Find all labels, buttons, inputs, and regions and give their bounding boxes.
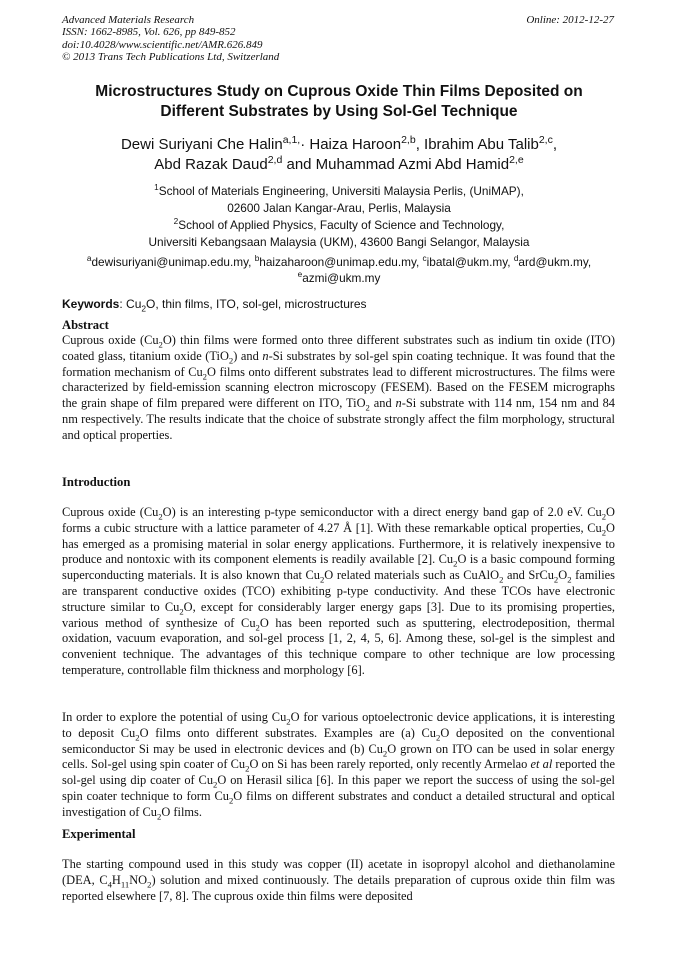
subscript: 2	[228, 795, 234, 806]
title-line-2: Different Substrates by Using Sol-Gel Technique	[160, 103, 518, 120]
experimental-heading: Experimental	[62, 827, 136, 841]
text-run: O on Si has been rarely reported, only recently Armelao	[249, 757, 531, 772]
text-run: Cuprous oxide (Cu	[62, 333, 159, 347]
subscript: 2	[202, 371, 207, 382]
text-run: O films onto different substrates lead to different microstructures. The films were characterized by field-emission scanning electron microscopy (FESEM). Based on the FESEM micrographs the grain shape of film prepared were different on ITO, TiO	[62, 364, 615, 411]
text-run: O films on different substrates and conduct a detailed structural and optical investigation of Cu	[62, 788, 615, 819]
subscript: 2	[157, 811, 162, 822]
text-run: O, except for considerably larger energy gaps [3]. Due to its promising properties, various method of synthesize of Cu	[62, 599, 615, 630]
text-run: n	[262, 348, 269, 363]
author-name: and Muhammad Azmi Abd Hamid	[282, 156, 510, 173]
author-name: · Haiza Haroon	[300, 136, 402, 153]
subscript: 2	[436, 732, 441, 743]
affiliations	[62, 183, 616, 251]
email-address[interactable]: haizaharoon@unimap.edu.my,	[259, 255, 423, 269]
author-affil-marker: 2,e	[509, 154, 524, 166]
text-run: O on Herasil silica [6]. In this paper we report the success of using the sol-gel spin coater technique to form Cu	[62, 773, 615, 803]
text-run: O has been reported such as sputtering, electrodeposition, thermal oxidation, vacuum evaporation, and sol-gel process [1, 2, 4, 5, 6]. Among these, sol-gel is the simplest and convenient technique. The advantages of this technique compare to other technique are low processing temperature, controllable film thickness and morphology [6].	[62, 615, 615, 677]
subscript: 2	[228, 355, 234, 366]
subscript: 11	[120, 879, 130, 890]
subscript: 2	[158, 511, 163, 522]
author-affil-marker: 2,d	[267, 154, 283, 166]
email-marker: a	[86, 254, 92, 264]
title-line-1: Microstructures Study on Cuprous Oxide Thin Films Deposited on	[95, 83, 583, 100]
author-line-2	[62, 155, 616, 175]
email-address[interactable]: ard@ukm.my,	[518, 255, 592, 269]
author-line-1	[62, 135, 616, 155]
keywords-text: O, thin films, ITO, sol-gel, microstructures	[146, 297, 367, 311]
subscript: 2	[601, 527, 607, 538]
introduction-heading: Introduction	[62, 475, 131, 489]
text-run: H	[111, 872, 121, 887]
subscript: 2	[601, 511, 607, 522]
text-run: and SrCu	[503, 568, 554, 583]
subscript: 2	[365, 402, 370, 413]
text-run: O has emerged as a promising material in solar energy applications. Furthermore, it is relatively inexpensive to produce and nontoxic with its component elements is readily available [2]. Cu	[62, 520, 615, 567]
author-name: Dewi Suriyani Che Halin	[120, 136, 283, 153]
keywords-label: Keywords	[62, 297, 120, 311]
text-run: n	[395, 396, 402, 411]
author-affil-marker: a,1,	[282, 134, 301, 146]
text-run: O deposited on the conventional semiconductor Si may be used in electronic devices and (b) Cu	[62, 725, 615, 756]
text-run: O films onto different substrates. Examples are (a) Cu	[139, 725, 437, 740]
text-run: O	[558, 568, 568, 583]
email-address[interactable]: ibatal@ukm.my,	[426, 255, 514, 269]
email-line-1	[62, 254, 616, 270]
text-run: O is a basic compound forming superconducting materials. It is also known that Cu	[62, 552, 616, 583]
introduction-paragraph-1	[62, 505, 615, 679]
email-address[interactable]: azmi@ukm.my	[302, 271, 381, 285]
journal-header	[62, 14, 279, 64]
text-run: O) is an interesting p-type semiconductor with a direct energy band gap of 2.0 eV. Cu	[162, 505, 602, 519]
author-name: Abd Razak Daud	[154, 156, 268, 173]
text-run: reported the sol-gel using dip coater of Cu	[62, 757, 616, 788]
email-marker: e	[297, 270, 303, 280]
affil-text: School of Applied Physics, Faculty of Science and Technology,	[178, 218, 505, 232]
paper-title	[62, 82, 616, 122]
subscript: 2	[147, 879, 152, 890]
affil-marker: 2	[173, 217, 179, 227]
subscript: 2	[179, 606, 184, 617]
affil-text: School of Materials Engineering, Universiti Malaysia Perlis, (UniMAP),	[158, 184, 524, 198]
keywords-sep: :	[119, 297, 127, 311]
keywords-text: Cu	[126, 297, 142, 311]
email-address[interactable]: dewisuriyani@unimap.edu.my,	[91, 255, 255, 269]
subscript: 2	[286, 716, 291, 727]
author-list	[62, 135, 616, 175]
abstract-heading: Abstract	[62, 318, 109, 332]
text-run: families are transparent conductive oxides (TCO) exhibiting p-type conductivity. And these TCOs have electronic structure similar to Cu	[62, 568, 615, 614]
text-run: et al	[530, 757, 553, 772]
subscript: 2	[141, 303, 147, 314]
author-separator: ,	[552, 136, 558, 153]
subscript: 4	[107, 879, 112, 890]
online-date: Online: 2012-12-27	[526, 14, 614, 26]
text-run: O films.	[161, 804, 202, 819]
email-marker: d	[513, 254, 519, 264]
text-run: O) thin films were formed onto three different substrates such as indium tin oxide (ITO) coated glass, titanium oxide (TiO	[62, 333, 615, 363]
affiliation-1-line-2: 02600 Jalan Kangar-Arau, Perlis, Malaysia	[227, 201, 451, 215]
keywords-line	[62, 297, 616, 314]
author-name: , Ibrahim Abu Talib	[415, 136, 539, 153]
text-run: -Si substrate with 114 nm, 154 nm and 84 nm respectively. The results indicate that the choice of substrate strongly affect the film morphology, structural and optical properties.	[62, 396, 615, 442]
experimental-paragraph	[62, 857, 615, 904]
subscript: 2	[567, 574, 572, 585]
author-emails	[62, 254, 616, 286]
journal-issn: ISSN: 1662-8985, Vol. 626, pp 849-852	[62, 26, 236, 39]
subscript: 2	[213, 779, 218, 790]
email-marker: c	[422, 254, 427, 264]
text-run: In order to explore the potential of using Cu	[62, 710, 287, 724]
text-run: The starting compound used in this study was copper (II) acetate in isopropyl alcohol and diethanolamine (DEA, C	[62, 857, 615, 887]
introduction-paragraph-2	[62, 710, 615, 821]
text-run: O for various optoelectronic device applications, it is interesting to deposit Cu	[62, 710, 615, 740]
journal-doi[interactable]: doi:10.4028/www.scientific.net/AMR.626.849	[62, 38, 263, 51]
affiliation-2-line-2: Universiti Kebangsaan Malaysia (UKM), 43600 Bangi Selangor, Malaysia	[148, 235, 530, 249]
email-line-2	[62, 270, 616, 286]
text-run: Cuprous oxide (Cu	[62, 505, 159, 519]
subscript: 2	[382, 748, 388, 759]
affiliation-2-line-1	[62, 217, 616, 234]
subscript: 2	[499, 574, 504, 585]
journal-name: Advanced Materials Research	[62, 14, 195, 26]
text-run: and	[369, 396, 396, 411]
text-run: O grown on ITO can be used in solar energy cells. Sol-gel using spin coater of Cu	[62, 741, 615, 772]
text-run: O forms a cubic structure with a lattice parameter of 4.27 Å [1]. With these remarkable optical properties, Cu	[62, 505, 615, 535]
email-marker: b	[254, 254, 260, 264]
text-run: NO	[129, 872, 148, 887]
text-run: ) and	[233, 348, 263, 363]
subscript: 2	[255, 622, 260, 633]
affil-marker: 1	[154, 183, 159, 193]
affiliation-1-line-1	[62, 183, 616, 200]
abstract-text	[62, 333, 615, 444]
subscript: 2	[135, 732, 140, 743]
author-affil-marker: 2,b	[401, 134, 416, 146]
author-affil-marker: 2,c	[538, 134, 553, 146]
subscript: 2	[453, 558, 458, 569]
text-run: O related materials such as CuAlO	[324, 568, 500, 583]
journal-copyright: © 2013 Trans Tech Publications Ltd, Switzerland	[62, 51, 280, 64]
subscript: 2	[158, 339, 163, 350]
subscript: 2	[319, 574, 325, 585]
subscript: 2	[245, 763, 250, 774]
text-run: -Si substrates by sol-gel spin coating technique. It was found that the formation mechanism of Cu	[62, 348, 616, 379]
text-run: ) solution and mixed continuously. The details preparation of cuprous oxide thin film was reported elsewhere [7, 8]. The cuprous oxide thin films were deposited	[62, 872, 615, 903]
subscript: 2	[553, 574, 559, 585]
